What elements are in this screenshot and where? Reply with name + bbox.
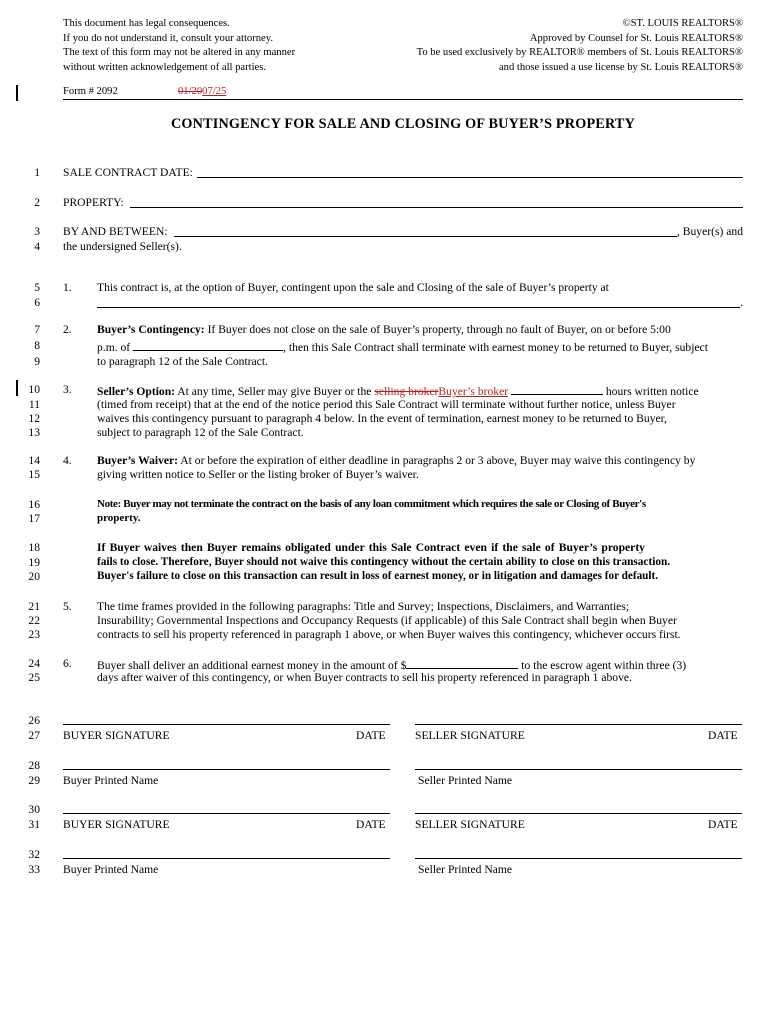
- warning-line-b: fails to close. Therefore, Buyer should not waive this contingency without the certain ability to close on this transaction.: [97, 556, 671, 568]
- buyer-signature-line[interactable]: [63, 813, 390, 814]
- paragraph-4-heading: Buyer’s Waiver:: [97, 454, 179, 467]
- line-number: 7: [34, 323, 40, 336]
- seller-printed-name-line[interactable]: [415, 858, 742, 859]
- paragraph-6-line-b: days after waiver of this contingency, or when Buyer contracts to sell his property referenced in paragraph 1 above.: [97, 671, 632, 684]
- buyer-date-label: DATE: [356, 729, 386, 742]
- paragraph-number: 1.: [63, 281, 72, 294]
- legal-notice-line: If you do not understand it, consult your attorney.: [63, 32, 273, 44]
- paragraph-2-line-b: [97, 338, 743, 355]
- paragraph-number: 6.: [63, 657, 72, 670]
- copyright-line: ©ST. LOUIS REALTORS®: [622, 18, 743, 29]
- by-and-between-label: BY AND BETWEEN:: [63, 225, 168, 238]
- line-number: 13: [28, 426, 40, 439]
- paragraph-2-line-a: [97, 322, 743, 337]
- legal-notice-line: The text of this form may not be altered in any manner: [63, 47, 296, 58]
- property-field[interactable]: [130, 195, 743, 208]
- line-number: 10: [28, 383, 40, 396]
- line-number: 6: [34, 296, 40, 309]
- line-number: 11: [28, 398, 40, 411]
- additional-earnest-money-field[interactable]: [406, 656, 518, 669]
- paragraph-number: 2.: [63, 323, 72, 336]
- revision-bar: [16, 380, 18, 396]
- property-row: [63, 195, 743, 210]
- copyright-line: To be used exclusively by REALTOR® members of St. Louis REALTORS®: [416, 47, 743, 58]
- paragraph-1-line-b: [97, 295, 743, 310]
- notice-hours-field[interactable]: [511, 382, 603, 395]
- line-number: 25: [28, 671, 40, 684]
- line-number: 1: [34, 166, 40, 179]
- sale-contract-date-row: [63, 165, 743, 180]
- line-number: 33: [28, 863, 40, 876]
- seller-signature-line[interactable]: [415, 724, 742, 725]
- buyer-printed-name-label: Buyer Printed Name: [63, 774, 159, 787]
- paragraph-5-line-a: The time frames provided in the following paragraphs: Title and Survey; Inspections, Disclaimers, and Warranties;: [97, 600, 630, 613]
- seller-date-label: DATE: [708, 729, 738, 742]
- seller-signature-label: SELLER SIGNATURE: [415, 818, 525, 831]
- line-number: 22: [28, 614, 40, 627]
- line-number: 8: [34, 339, 40, 352]
- document-title: CONTINGENCY FOR SALE AND CLOSING OF BUYER’S PROPERTY: [170, 116, 636, 132]
- line-number: 21: [28, 600, 40, 613]
- paragraph-2-text: , then this Sale Contract shall terminate with earnest money to be returned to Buyer, subject: [283, 341, 708, 354]
- buyers-name-field[interactable]: [174, 224, 677, 237]
- closing-deadline-field[interactable]: [133, 338, 283, 351]
- sellers-text: the undersigned Seller(s).: [63, 240, 182, 253]
- line-number: 28: [28, 759, 40, 772]
- paragraph-3-line-d: subject to paragraph 12 of the Sale Contract.: [97, 426, 304, 439]
- form-date: [178, 85, 226, 100]
- line-number: 9: [34, 355, 40, 368]
- revision-bar: [16, 85, 18, 101]
- header-rule: [63, 99, 743, 100]
- paragraph-1-end: .: [740, 296, 743, 309]
- buyer-date-label: DATE: [356, 818, 386, 831]
- line-number: 32: [28, 848, 40, 861]
- note-line-a: Note: Buyer may not terminate the contract on the basis of any loan commitment which requires the sale or Closing of Buyer's: [97, 498, 646, 510]
- sale-contract-date-label: SALE CONTRACT DATE:: [63, 166, 193, 179]
- paragraph-4-line-b: giving written notice to Seller or the listing broker of Buyer’s waiver.: [97, 468, 419, 481]
- buyer-signature-label: BUYER SIGNATURE: [63, 729, 170, 742]
- paragraph-2-heading: Buyer’s Contingency:: [97, 323, 205, 336]
- line-number: 20: [28, 570, 40, 583]
- line-number: 15: [28, 468, 40, 481]
- paragraph-5-line-c: contracts to sell his property referenced in paragraph 1 above, or when Buyer waives this contingency, whichever occurs first.: [97, 628, 681, 641]
- copyright-notice: [380, 17, 743, 75]
- legal-notice-line: This document has legal consequences.: [63, 18, 230, 29]
- seller-signature-line[interactable]: [415, 813, 742, 814]
- buyer-printed-name-line[interactable]: [63, 858, 390, 859]
- copyright-line: Approved by Counsel for St. Louis REALTORS®: [529, 32, 743, 44]
- sale-contract-date-field[interactable]: [197, 165, 743, 178]
- paragraph-6-text: Buyer shall deliver an additional earnest money in the amount of $: [97, 659, 407, 672]
- line-number: 19: [28, 556, 40, 569]
- line-number: 14: [28, 454, 40, 467]
- line-number: 31: [28, 818, 40, 831]
- seller-signature-label: SELLER SIGNATURE: [415, 729, 525, 742]
- line-number: 18: [28, 541, 40, 554]
- line-number: 5: [34, 281, 40, 294]
- legal-notice-line: without written acknowledgement of all parties.: [63, 61, 266, 73]
- line-number: 4: [34, 240, 40, 253]
- paragraph-6-text: to the escrow agent within three (3): [518, 659, 687, 672]
- line-number: 29: [28, 774, 40, 787]
- form-number: Form # 2092: [63, 86, 118, 97]
- paragraph-3-line-c: waives this contingency pursuant to paragraph 4 below. In the event of termination, earnest money to be returned to Buyer,: [97, 412, 667, 425]
- seller-printed-name-label: Seller Printed Name: [418, 863, 513, 876]
- line-number: 16: [28, 498, 40, 511]
- buyer-printed-name-label: Buyer Printed Name: [63, 863, 159, 876]
- line-number: 2: [34, 196, 40, 209]
- paragraph-number: 3.: [63, 383, 72, 396]
- paragraph-4-line-a: [97, 453, 743, 468]
- copyright-line: and those issued a use license by St. Louis REALTORS®: [498, 61, 743, 73]
- struck-text: selling broker: [374, 385, 439, 398]
- parties-row: [63, 224, 743, 239]
- note-line-b: property.: [97, 512, 141, 524]
- line-number: 24: [28, 657, 40, 670]
- seller-date-label: DATE: [708, 818, 738, 831]
- line-number: 17: [28, 512, 40, 525]
- paragraph-3-text: hours written notice: [602, 385, 699, 398]
- line-number: 3: [34, 225, 40, 238]
- inserted-text: Buyer’s broker: [438, 385, 509, 398]
- warning-line-a: If Buyer waives then Buyer remains obligated under this Sale Contract even if the sale of Buyer’s property: [97, 541, 645, 554]
- paragraph-2-line-c: to paragraph 12 of the Sale Contract.: [97, 355, 268, 368]
- paragraph-number: 4.: [63, 454, 72, 467]
- paragraph-3-heading: Seller’s Option:: [97, 385, 176, 398]
- seller-printed-name-line[interactable]: [415, 769, 742, 770]
- line-number: 26: [28, 714, 40, 727]
- buyer-signature-label: BUYER SIGNATURE: [63, 818, 170, 831]
- paragraph-number: 5.: [63, 600, 72, 613]
- line-number: 23: [28, 628, 40, 641]
- form-date-struck: 01/20: [178, 86, 203, 97]
- paragraph-1-line-a: This contract is, at the option of Buyer, contingent upon the sale and Closing of the sale of Buyer’s property at: [97, 281, 609, 294]
- property-label: PROPERTY:: [63, 196, 124, 209]
- line-number: 27: [28, 729, 40, 742]
- warning-line-c: Buyer's failure to close on this transaction can result in loss of earnest money, or in litigation and damages for default.: [97, 570, 659, 582]
- paragraph-2-text: p.m. of: [97, 341, 134, 354]
- line-number: 12: [28, 412, 40, 425]
- buyer-signature-line[interactable]: [63, 724, 390, 725]
- form-date-new: 07/25: [202, 86, 227, 97]
- paragraph-3-line-b: (timed from receipt) that at the end of the notice period this Sale Contract will terminate without further notice, unless Buyer: [97, 398, 676, 411]
- line-number: 30: [28, 803, 40, 816]
- legal-notice: [63, 17, 363, 75]
- paragraph-2-text: If Buyer does not close on the sale of Buyer’s property, through no fault of Buyer, on or before 5:00: [204, 323, 671, 336]
- seller-printed-name-label: Seller Printed Name: [418, 774, 513, 787]
- buyer-printed-name-line[interactable]: [63, 769, 390, 770]
- buyers-and-text: , Buyer(s) and: [676, 225, 743, 238]
- buyer-property-field[interactable]: [97, 295, 740, 308]
- paragraph-4-text: At or before the expiration of either deadline in paragraphs 2 or 3 above, Buyer may waive this contingency by: [178, 454, 696, 467]
- paragraph-5-line-b: Insurability; Governmental Inspections and Occupancy Requests (if applicable) of this Sale Contract shall begin when Buyer: [97, 614, 677, 627]
- paragraph-3-text: At any time, Seller may give Buyer or the: [175, 385, 375, 398]
